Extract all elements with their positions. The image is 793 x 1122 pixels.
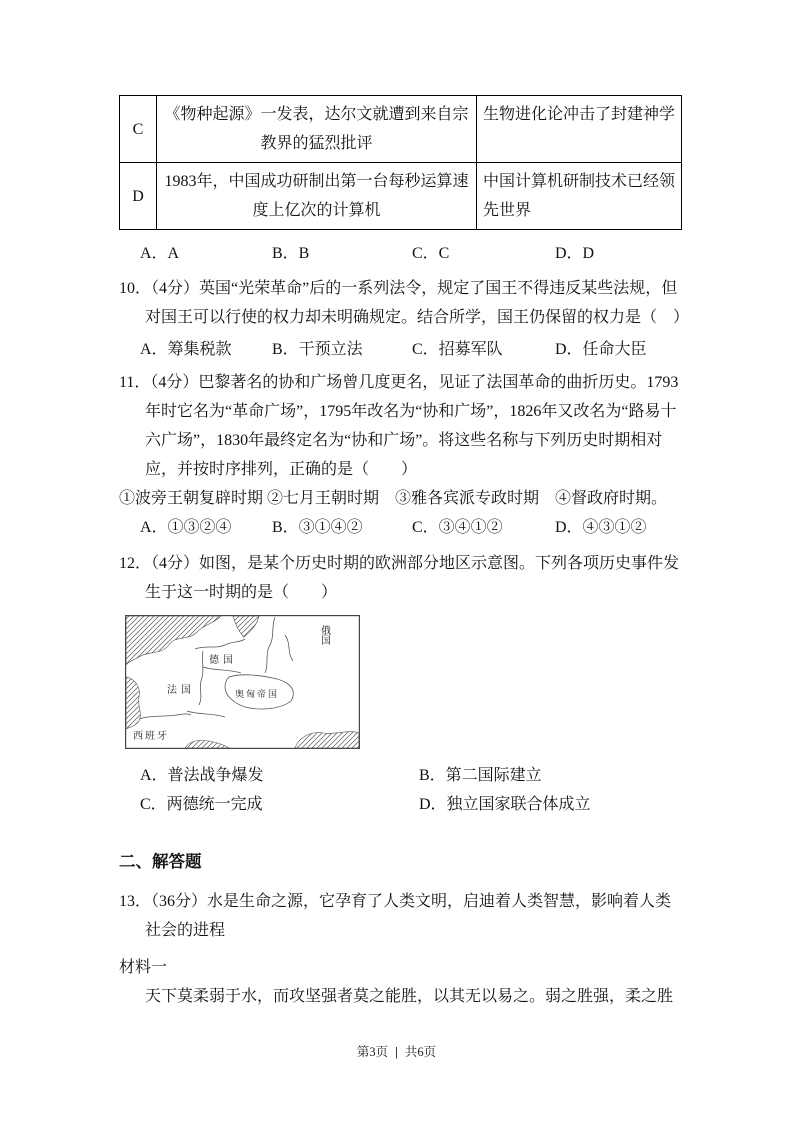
option-b: B．干预立法 [272,340,363,358]
table-row [120,96,682,163]
material-1-label: 材料一 [119,959,168,977]
map-label-russia: 俄国 [318,624,330,645]
option-d: D．独立国家联合体成立 [419,795,591,813]
question-12-options-row-2 [119,790,681,819]
option-c: C．两德统一完成 [140,795,263,813]
option-d: D．D [555,245,595,263]
option-d: D．④③①② [555,519,647,537]
option-c: C．③④①② [412,519,503,537]
option-b: B．③①④② [272,519,363,537]
question-11-periods: ①波旁王朝复辟时期 ②七月王朝时期 ③雅各宾派专政时期 ④督政府时期。 [119,490,668,508]
map-label-austria-hungary: 奥匈帝国 [235,688,280,699]
europe-map-figure [125,615,360,749]
footer-separator: | [395,1045,398,1059]
option-a: A．筹集税款 [140,340,232,358]
table-row-conclusion: 生物进化论冲击了封建神学 [477,96,682,163]
option-b: B．B [272,245,310,263]
section-2-heading: 二、解答题 [119,852,202,871]
option-a: A．A [140,245,180,263]
question-12-stem: 12．（4分）如图，是某个历史时期的欧洲部分地区示意图。下列各项历史事件发生于这一时期的是（ ） [119,554,680,601]
option-b: B．第二国际建立 [419,766,542,784]
question-10-options [119,335,681,364]
material-1-text: 天下莫柔弱于水，而攻坚强者莫之能胜，以其无以易之。弱之胜强，柔之胜 [145,988,674,1006]
footer-page-number: 第3页 [356,1045,389,1059]
question-table [119,95,682,230]
table-question-options [119,239,681,268]
question-11-stem: 11．（4分）巴黎著名的协和广场曾几度更名，见证了法国革命的曲折历史。1793年时它名为“革命广场”，1795年改名为“协和广场”，1826年又改名为“路易十六广场”，1830年最终定名为“协和广场”。将这些名称与下列历史时期相对应，并按时序排列，正确的是（ ） [119,373,679,479]
option-d: D．任命大臣 [555,340,647,358]
table-row-event: 1983年，中国成功研制出第一台每秒运算速度上亿次的计算机 [157,163,477,230]
table-row-event: 《物种起源》一发表，达尔文就遭到来自宗教界的猛烈批评 [157,96,477,163]
option-a: A．普法战争爆发 [140,766,264,784]
table-row [120,163,682,230]
table-row-letter: C [120,96,157,163]
option-c: C．招募军队 [412,340,503,358]
footer-total-pages: 共6页 [404,1045,437,1059]
question-11-options [119,513,681,542]
option-c: C．C [412,245,450,263]
question-12-options-row-1 [119,761,681,790]
map-label-spain: 西班牙 [133,730,169,742]
question-13-stem: 13．（36分）水是生命之源，它孕育了人类文明，启迪着人类智慧，影响着人类社会的进程 [119,892,672,940]
page-footer [0,1041,793,1064]
map-label-france: 法国 [167,684,195,696]
question-10-stem: 10．（4分）英国“光荣革命”后的一系列法令，规定了国王不得违反某些法规，但对国王可以行使的权力却未明确规定。结合所学，国王仍保留的权力是（ ） [119,279,690,326]
table-row-conclusion: 中国计算机研制技术已经领先世界 [477,163,682,230]
table-row-letter: D [120,163,157,230]
option-a: A．①③②④ [140,519,232,537]
map-label-germany: 德国 [209,654,237,666]
europe-map [125,615,360,749]
page-content [119,95,690,1011]
